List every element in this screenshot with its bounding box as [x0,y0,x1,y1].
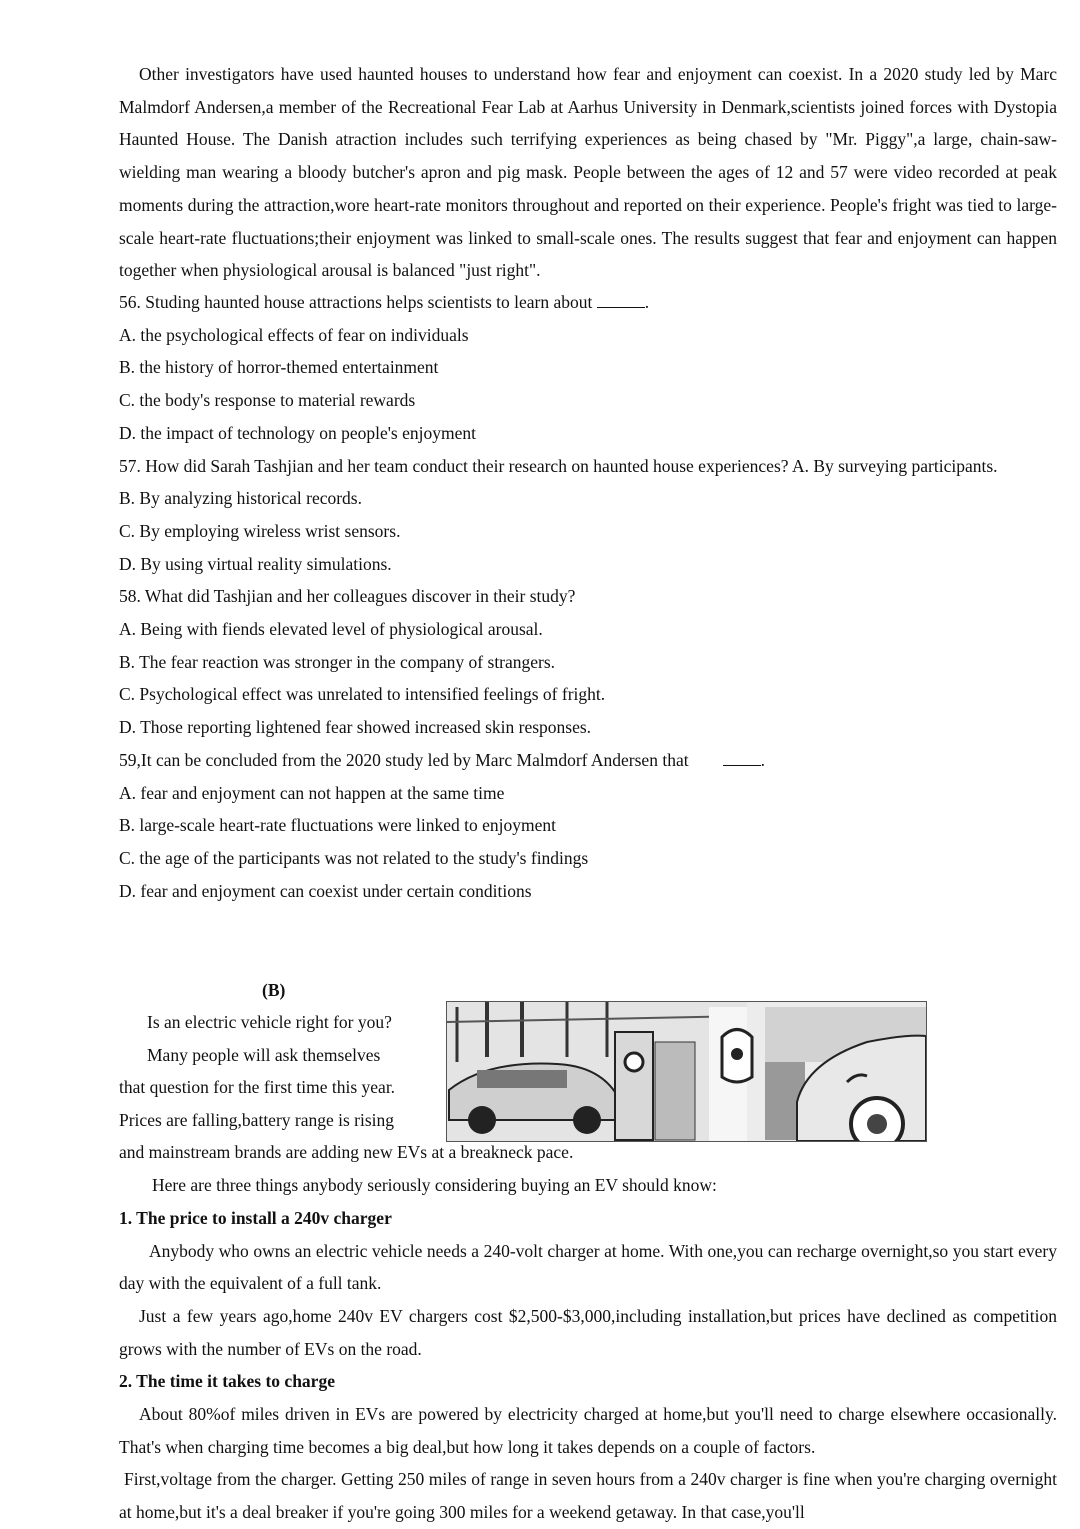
passage-b-lead: Here are three things anybody seriously considering buying an EV should know: [152,1175,717,1196]
question-59 [119,744,1057,908]
intro-line: Many people will ask themselves [147,1044,381,1065]
answer-blank [597,293,645,308]
question-stem: 57. How did Sarah Tashjian and her team conduct their research on haunted house experiences? A. By surveying participants. [119,455,998,476]
question-stem: 59,It can be concluded from the 2020 study led by Marc Malmdorf Andersen that . [119,749,765,770]
question-57 [119,450,1057,581]
option: B. The fear reaction was stronger in the company of strangers. [119,651,556,672]
option: C. the body's response to material rewards [119,390,416,411]
question-56 [119,286,1057,450]
option: A. the psychological effects of fear on individuals [119,324,469,345]
question-stem: 56. Studing haunted house attractions helps scientists to learn about . [119,292,650,312]
paragraph-3: About 80%of miles driven in EVs are powered by electricity charged at home,but you'll need to charge elsewhere occasionally. That's when charging time becomes a big deal,but how long it takes depends on a couple of factors. [119,1404,1057,1457]
question-58 [119,580,1057,744]
question-list [119,286,1057,907]
passage-b-intro [147,1006,392,1071]
option: D. the impact of technology on people's enjoyment [119,422,476,443]
option: D. Those reporting lightened fear showed increased skin responses. [119,717,592,738]
paragraph-4: First,voltage from the charger. Getting 250 miles of range in seven hours from a 240v charger is fine when you're charging overnight at home,but it's a deal breaker if you're going 300 miles for a weekend getaway. In that case,you'll [119,1469,1057,1523]
intro-line: Is an electric vehicle right for you? [147,1012,392,1032]
option: D. By using virtual reality simulations. [119,553,392,574]
option: C. By employing wireless wrist sensors. [119,520,401,541]
question-stem: 58. What did Tashjian and her colleagues discover in their study? [119,586,576,607]
intro-line: that question for the first time this year. [119,1077,396,1097]
option: B. By analyzing historical records. [119,488,362,509]
section-label: (B) [262,980,286,1000]
option: D. fear and enjoyment can coexist under certain conditions [119,880,532,901]
section-heading-2: 2. The time it takes to charge [119,1371,335,1392]
passage-a [119,58,1057,287]
passage-a-paragraph: Other investigators have used haunted houses to understand how fear and enjoyment can coexist. In a 2020 study led by Marc Malmdorf Andersen,a member of the Recreational Fear Lab at Aarhus University in Denmark,scientists joined forces with Dystopia Haunted House. The Danish atraction includes such terrifying experiences as being chased by "Mr. Piggy",a large, chain-saw-wielding man wearing a bloody butcher's apron and pig mask. People between the ages of 12 and 57 were video recorded at peak moments during the attraction,wore heart-rate monitors throughout and reported on their experience. People's fright was tied to large-scale heart-rate fluctuations;their enjoyment was linked to small-scale ones. The results suggest that fear and enjoyment can happen together when physiological arousal is balanced "just right". [119,64,1057,281]
option: A. Being with fiends elevated level of physiological arousal. [119,619,543,640]
paragraph-1: Anybody who owns an electric vehicle needs a 240-volt charger at home. With one,you can recharge overnight,so you start every day with the equivalent of a full tank. [119,1240,1057,1294]
option: C. Psychological effect was unrelated to intensified feelings of fright. [119,684,606,705]
section-heading-1: 1. The price to install a 240v charger [119,1207,392,1228]
option: B. the history of horror-themed entertainment [119,357,439,378]
option: B. large-scale heart-rate fluctuations were linked to enjoyment [119,815,557,836]
option: A. fear and enjoyment can not happen at the same time [119,782,505,803]
passage-b-body [119,1071,1057,1529]
intro-line: Prices are falling,battery range is rising [119,1109,395,1130]
option: C. the age of the participants was not related to the study's findings [119,847,589,868]
paragraph-2: Just a few years ago,home 240v EV chargers cost $2,500-$3,000,including installation,but prices have declined as competition grows with the number of EVs on the road. [119,1305,1057,1359]
intro-line: and mainstream brands are adding new EVs at a breakneck pace. [119,1142,574,1163]
answer-blank [723,751,761,766]
